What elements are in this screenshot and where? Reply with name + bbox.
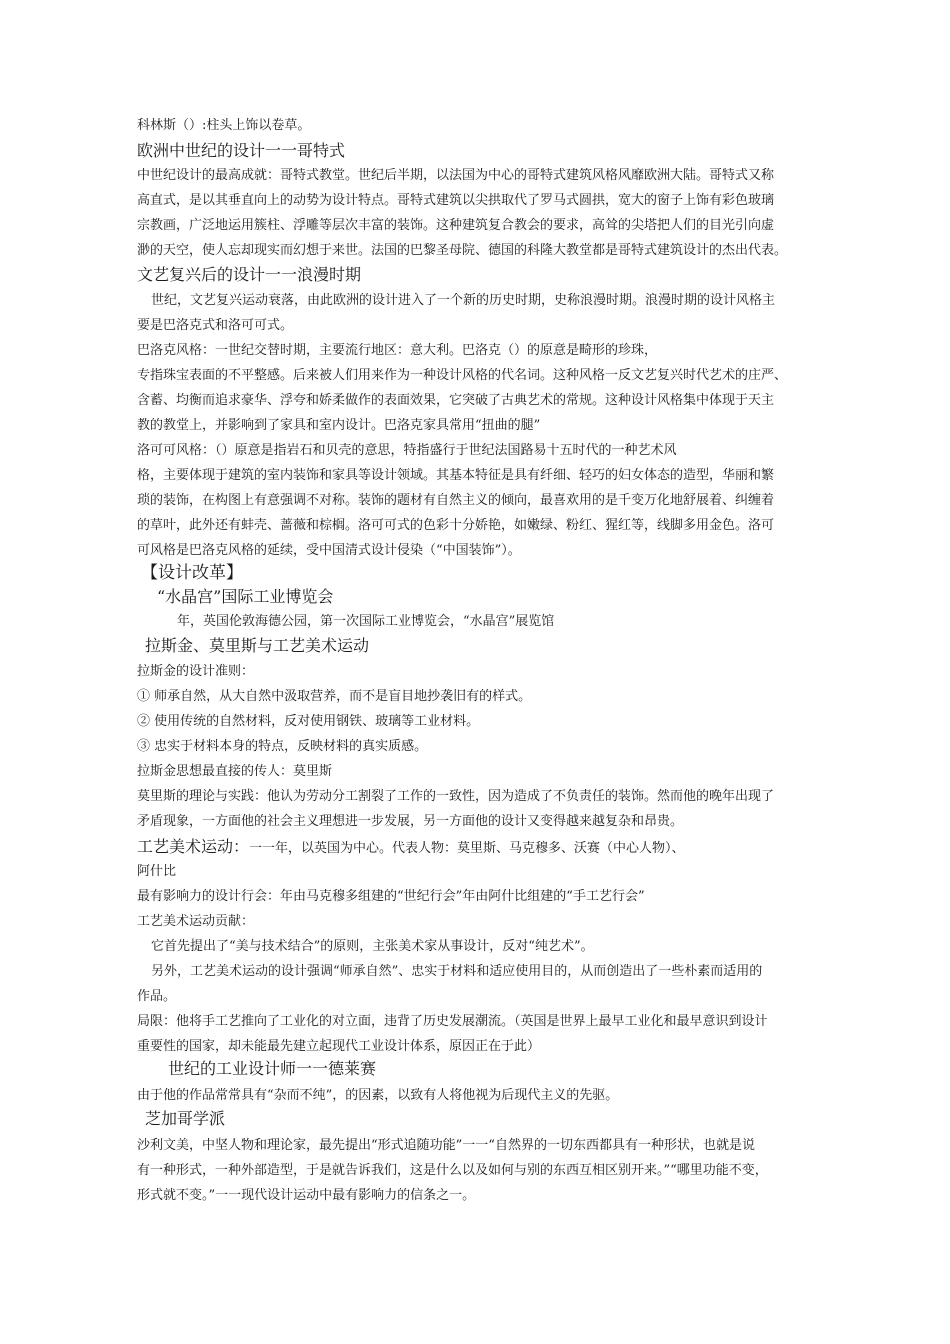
text-line: 可风格是巴洛克风格的延续，受中国清式设计侵染（“中国装饰”）。 (137, 543, 521, 558)
text-line: 拉斯金思想最直接的传人：莫里斯 (137, 764, 333, 779)
inline-heading: 工艺美术运动： (137, 837, 250, 856)
text-line: 含蓄、均衡而追求豪华、浮夸和娇柔做作的表面效果，它突破了古典艺术的常规。这种设计风格集中体现于天主 (137, 393, 775, 408)
text-line: 由于他的作品常常具有“杂而不纯”，的因素，以致有人将他视为后现代主义的先驱。 (137, 1088, 619, 1103)
text-line: 工艺美术运动贡献： (137, 914, 255, 929)
text-line: 教的教堂上，并影响到了家具和室内设计。巴洛克家具常用“扭曲的腿” (137, 418, 541, 433)
section-heading-dresser: 世纪的工业设计师一一德莱赛 (168, 1059, 377, 1078)
section-heading-arts-crafts-movement (137, 836, 685, 858)
text-line: 最有影响力的设计行会：年由马克穆多组建的“世纪行会”年由阿什比组建的“手工艺行会” (137, 889, 645, 904)
text-line: 拉斯金的设计准则： (137, 664, 255, 679)
text-line: 另外，工艺美术运动的设计强调“师承自然”、忠实于材料和适应使用目的，从而创造出了一些朴素而适用的 (151, 964, 763, 979)
text-line: 专指珠宝表面的不平整感。后来被人们用来作为一种设计风格的代名词。这种风格一反文艺复兴时代艺术的庄严、 (137, 368, 788, 383)
text-line: 高直式，是以其垂直向上的动势为设计特点。哥特式建筑以尖拱取代了罗马式圆拱，宽大的窗子上饰有彩色玻璃 (137, 193, 775, 208)
text-line: 的草叶，此外还有蚌壳、蔷薇和棕榈。洛可可式的色彩十分娇艳，如嫩绿、粉红、猩红等，线脚多用金色。洛可 (137, 518, 775, 533)
text-line: 局限：他将手工艺推向了工业化的对立面，违背了历史发展潮流。（英国是世界上最早工业化和最早意识到设计 (137, 1014, 768, 1029)
text-line: 阿什比 (137, 864, 177, 879)
section-heading-design-reform: 【设计改革】 (141, 563, 243, 583)
inline-text: 一一年，以英国为中心。代表人物：莫里斯、马克穆多、沃赛（中心人物）、 (249, 841, 685, 856)
text-line: 作品。 (137, 989, 177, 1004)
text-line: 洛可可风格：（）原意是指岩石和贝壳的意思，特指盛行于世纪法国路易十五时代的一种艺术风 (137, 443, 677, 458)
text-line: 格，主要体现于建筑的室内装饰和家具等设计领域。其基本特征是具有纤细、轻巧的妇女体态的造型，华丽和繁 (137, 468, 775, 483)
text-line: 重要性的国家，却未能最先建立起现代工业设计体系，原因正在于此） (137, 1039, 541, 1054)
text-line: 莫里斯的理论与实践：他认为劳动分工割裂了工作的一致性，因为造成了不负责任的装饰。然而他的晚年出现了 (137, 789, 775, 804)
text-line: 琐的装饰，在构图上有意强调不对称。装饰的题材有自然主义的倾向，最喜欢用的是千变万化地舒展着、纠缠着 (137, 493, 775, 508)
section-heading-romantic: 文艺复兴后的设计一一浪漫时期 (137, 265, 362, 284)
text-line: 宗教画，广泛地运用簇柱、浮雕等层次丰富的装饰。这种建筑复合教会的要求，高耸的尖塔把人们的目光引向虚 (137, 218, 775, 233)
text-line: 沙利文美，中坚人物和理论家，最先提出“形式追随功能”一一“自然界的一切东西都具有一种形状，也就是说 (137, 1138, 755, 1153)
text-line: 要是巴洛克式和洛可可式。 (137, 318, 294, 333)
text-line: 有一种形式，一种外部造型，于是就告诉我们，这是什么以及如何与别的东西互相区别开来。”“哪里功能不变， (137, 1163, 768, 1178)
text-line: 世纪，文艺复兴运动衰落，由此欧洲的设计进入了一个新的历史时期，史称浪漫时期。浪漫时期的设计风格主 (151, 293, 776, 308)
section-heading-gothic: 欧洲中世纪的设计一一哥特式 (137, 141, 346, 160)
text-line: 渺的天空，使人忘却现实而幻想于来世。法国的巴黎圣母院、德国的科隆大教堂都是哥特式建筑设计的杰出代表。 (137, 243, 788, 258)
text-line: 它首先提出了“美与技术结合”的原则，主张美术家从事设计，反对“纯艺术”。 (151, 939, 594, 954)
list-item: ③ 忠实于材料本身的特点，反映材料的真实质感。 (137, 739, 428, 754)
section-heading-arts-and-crafts: 拉斯金、莫里斯与工艺美术运动 (145, 636, 370, 655)
text-line: 矛盾现象，一方面他的社会主义理想进一步发展，另一方面他的设计又变得越来越复杂和昂贵。 (137, 814, 684, 829)
section-heading-crystal-palace: “水晶宫”国际工业博览会 (157, 587, 334, 606)
list-item: ② 使用传统的自然材料，反对使用钢铁、玻璃等工业材料。 (137, 714, 480, 729)
text-line: 科林斯（）:柱头上饰以卷草。 (137, 118, 311, 133)
text-line: 年，英国伦敦海德公园，第一次国际工业博览会，“水晶宫”展览馆 (177, 614, 555, 629)
text-line: 形式就不变。”一一现代设计运动中最有影响力的信条之一。 (137, 1188, 476, 1203)
text-line: 中世纪设计的最高成就：哥特式教堂。世纪后半期，以法国为中心的哥特式建筑风格风靡欧洲大陆。哥特式又称 (137, 168, 775, 183)
list-item: ① 师承自然，从大自然中汲取营养，而不是盲目地抄袭旧有的样式。 (137, 689, 532, 704)
text-line: 巴洛克风格：一世纪交替时期，主要流行地区：意大利。巴洛克（）的原意是畸形的珍珠， (137, 343, 658, 358)
section-heading-chicago-school: 芝加哥学派 (145, 1109, 226, 1128)
